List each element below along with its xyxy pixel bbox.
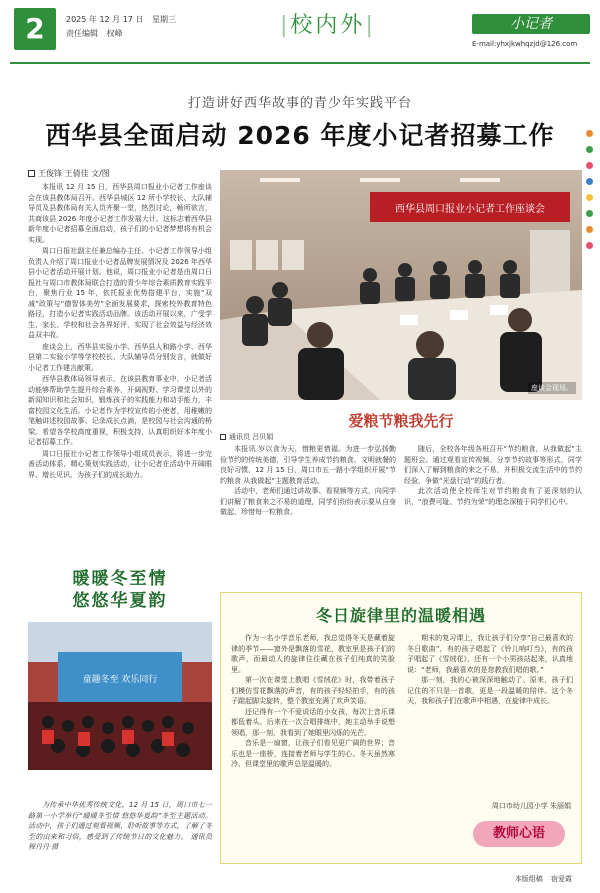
grain-article-title: 爱粮节粮我先行 [348, 412, 454, 430]
teacher-essay-box [220, 592, 582, 864]
lead-paragraph: 本报讯 12 月 15 日，西华县周口报业小记者工作座谈会在该县教体局召开。西华县城区 12 所小学校长、大队辅导员及县教体局有关人员齐聚一堂，热烈讨论，畅所欲言，共商该县 2026 年度小记者工作发展大计。这标志着西华县新年度小记者招募全面启动，孩子们的小记者梦想将有机会实现。 [28, 183, 212, 244]
banner-text: 西华县周口报业小记者工作座谈会 [395, 204, 545, 215]
stage-photo-caption: 为传承中华优秀传统文化，12 月 15 日，周口市七一路第一小学举行“暖暖冬至情 悠悠华夏韵”冬至主题活动。活动中，孩子们通过观看视频、聆听故事等方式，了解了冬至的由来和习俗，感受到了传统节日的文化魅力。 通讯员 穆丹丹 摄 [28, 801, 212, 851]
date-line [66, 14, 182, 25]
contact-email: E-mail:yhxjkwhqzjd@126.com [472, 40, 578, 48]
warm-title-line-2: 悠悠华夏韵 [72, 591, 168, 611]
grain-article-col-1 [220, 444, 396, 562]
lead-paragraph: 周口日报社副主任兼总编办主任、小记者工作领导小组负责人介绍了周口报业小记者品牌发展情况及 2026 年西华县小记者活动开展计划。他说，周口报业小记者是由周口日报社与周口市教体局联合打造的青少年综合素质教育实践平台，聚焦行业 15 年，依托报业优势搭建平台，实施“双减”政策与“德智体美劳”全面发展要求，探索校外教育特色路径，打造小记者实践活动品牌。该活动开展以来，广受学生、家长、学校和社会各界好评，实现了社会效益与经济效益双丰收。 [28, 247, 212, 339]
section-label: 校内外 [290, 13, 366, 38]
grain-paragraph: 本报讯 岁以食为天，惜粮更惜福。为进一步弘扬勤俭节约的传统美德，引导学生养成节约粮食、文明就餐的良好习惯，12 月 15 日，周口市五一路小学组织开展“节约粮食 从我做起”主题教育活动。 [220, 445, 396, 485]
masthead-rule [10, 62, 590, 64]
stage-scene-illustration [28, 622, 212, 770]
essay-paragraph: 作为一名小学音乐老师，我总觉得冬天是藏着旋律的季节——窗外是飘落的雪花，教室里是孩子们的歌声，而最动人的旋律往往藏在孩子们纯真的笑脸里。 [231, 634, 395, 674]
lead-paragraph: 座谈会上，西华县实验小学、西华县人和路小学、西华县第二实验小学等学校校长、大队辅导员分别发言，就做好小记者工作建言献策。 [28, 342, 212, 372]
stage-screen-text: 童趣冬至 欢乐同行 [82, 675, 158, 685]
issue-weekday: 星期三 [151, 15, 176, 24]
photo-credit: 座谈会现场。 [528, 382, 576, 394]
footer-label: 本版组稿 [514, 875, 543, 883]
grain-paragraph: 此次活动使全校师生对节约粮食有了更深刻的认识，“浪费可耻、节约为荣”的理念深植于同学们心中。 [404, 487, 582, 506]
lead-paragraph: 西华县教体局领导表示，在该县教育事业中，小记者活动能够帮助学生提升综合素养，开阔视野、学习课堂以外的新闻知识和社会知识，锻炼孩子的实践能力和动手能力，丰富校园文化生活。小记者作为学校宣传的小使者，用稚嫩的笔触讲述校园故事、记录成长点滴，是校园与社会沟通的桥梁。希望各学校高度重视，积极支持，认真组织好本年度小记者招募工作。 [28, 375, 212, 446]
page-number: 2 [14, 8, 56, 50]
issue-date: 2025 年 12 月 17 日 [66, 15, 144, 24]
section-title: |校内外| [280, 13, 376, 38]
masthead [10, 8, 590, 60]
grain-paragraph: 活动中，老师们通过讲故事、看视频等方式，向同学们讲解了粮食来之不易的道理，同学们纷纷表示要从自身做起，珍惜每一粒粮食。 [220, 487, 396, 516]
lead-byline: 王俊锋 王倩佳 文/图 [28, 168, 110, 179]
byline-marker-icon [220, 434, 226, 440]
footer-name: 宿爱霞 [551, 875, 572, 883]
teacher-voice-tag: 教师心语 [473, 821, 565, 847]
grain-byline: 通讯员 吕贝娟 [220, 432, 273, 442]
meeting-photo [220, 170, 582, 400]
grain-paragraph: 随后，全校各年级各班召开“节约粮食，从我做起”主题班会。通过观看宣传视频、分享节约故事等形式，同学们深入了解到粮食的来之不易，并积极交流生活中的节约经验，争做“光盘行动”的践行者。 [404, 445, 582, 485]
editor-label: 责任编辑 [66, 29, 98, 38]
stage-photo [28, 622, 212, 770]
page-footer [509, 874, 572, 884]
essay-paragraph: 音乐是一扇窗，让孩子们看见更广阔的世界；音乐也是一座桥，连接着老师与学生的心。冬天虽然寒冷，但课堂里的歌声总是温暖的。 [231, 739, 395, 768]
side-dots-decoration [586, 130, 596, 258]
essay-paragraph: 第一次在课堂上教唱《雪绒花》时，我带着孩子们模仿雪花飘落的声音，有的孩子轻轻拍手，有的孩子踮起脚尖旋转，整个教室充满了欢声笑语。 [231, 676, 395, 705]
essay-paragraph: 那一刻，我的心被深深地触动了。原来，孩子们记住的不只是一首歌，更是一段温暖的陪伴。这个冬天，我和孩子们在歌声中相遇，在旋律中成长。 [407, 676, 573, 705]
grain-article-col-2 [404, 444, 582, 562]
editor-line [66, 28, 129, 39]
essay-paragraph: 还记得有一个不爱说话的小女孩，每次上音乐课都低着头。后来在一次合唱排练中，她主动举手说想领唱，那一刻，我看到了她眼里闪烁的光芒。 [231, 707, 395, 737]
headline-kicker: 打造讲好西华故事的青少年实践平台 [187, 96, 412, 111]
essay-col-2 [407, 633, 573, 793]
main-headline: 西华县全面启动 2026 年度小记者招募工作 [45, 121, 555, 150]
editor-name: 权峰 [106, 29, 123, 38]
essay-paragraph: 期末的复习课上，我让孩子们分享“自己最喜欢的冬日歌曲”，有的孩子唱起了《铃儿响叮当》，有的孩子唱起了《雪绒花》，还有一个小男孩站起来，认真地说：“老师，我最喜欢的是您教我们唱的歌。” [407, 634, 573, 674]
warm-title-line-1: 暖暖冬至情 [72, 569, 168, 589]
meeting-scene-illustration [220, 170, 582, 400]
essay-author: 周口市幼儿园小学 朱丽娟 [491, 802, 571, 810]
lead-article-body [28, 182, 212, 552]
essay-title: 冬日旋律里的温暖相遇 [315, 606, 486, 625]
warm-section-title [28, 568, 212, 612]
essay-col-1 [231, 633, 395, 855]
lead-paragraph: 周口日报社小记者工作领导小组成员表示，将进一步完善活动体系，精心策划实践活动，让小记者在活动中开阔眼界、增长见识，为孩子们的成长助力。 [28, 449, 212, 479]
byline-marker-icon [28, 170, 35, 177]
brand-logo: 小记者 [472, 14, 590, 34]
